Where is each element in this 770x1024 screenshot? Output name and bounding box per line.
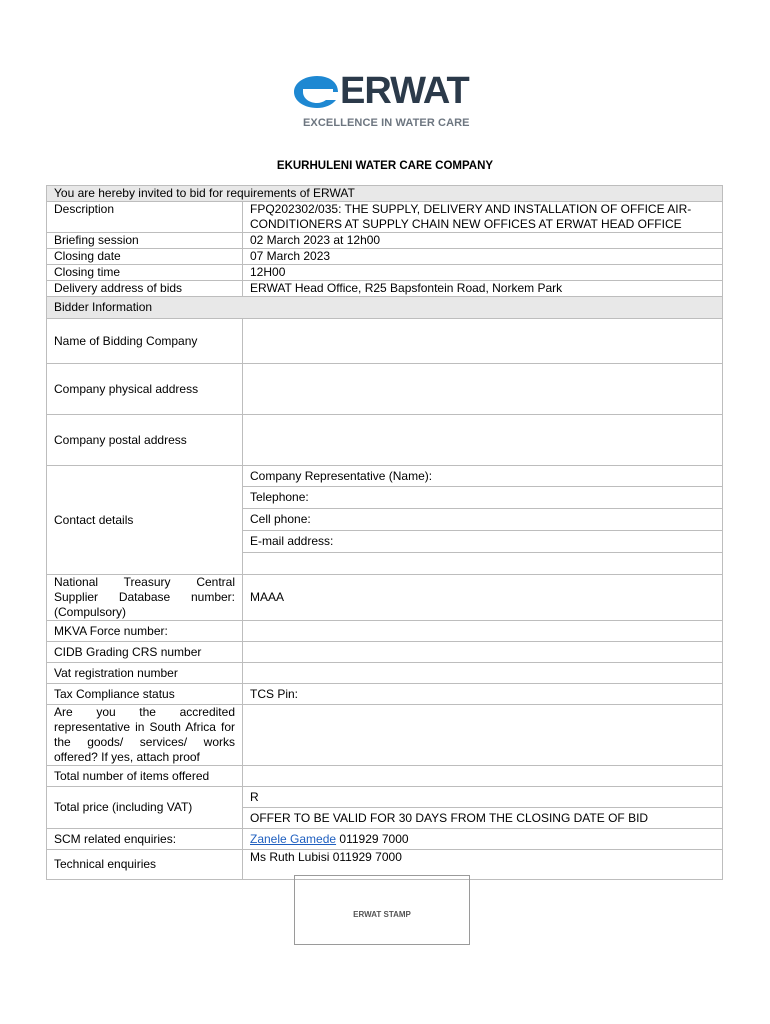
- scm-contact-link[interactable]: Zanele Gamede: [250, 831, 337, 846]
- physical-address-row: [47, 364, 723, 415]
- stamp-box: [294, 875, 470, 945]
- physical-address-field[interactable]: [243, 364, 723, 415]
- accredited-row: [47, 705, 723, 766]
- scm-contact: [243, 829, 723, 850]
- detail-value: FPQ202302/035: THE SUPPLY, DELIVERY AND INSTALLATION OF OFFICE AIR-CONDITIONERS AT SUPPLY CHAIN NEW OFFICES AT ERWAT HEAD OFFICE: [243, 202, 723, 233]
- postal-address-row: [47, 415, 723, 466]
- vat-field[interactable]: [243, 663, 723, 684]
- items-label: Total number of items offered: [47, 766, 243, 787]
- detail-value: 02 March 2023 at 12h00: [243, 233, 723, 249]
- company-title: EKURHULENI WATER CARE COMPANY: [276, 160, 494, 172]
- detail-value: 12H00: [243, 265, 723, 281]
- price-field[interactable]: R: [243, 787, 723, 808]
- csd-label: National Treasury Central Supplier Database number: (Compulsory): [47, 575, 243, 621]
- mkva-row: [47, 621, 723, 642]
- mkva-field[interactable]: [243, 621, 723, 642]
- scm-label: SCM related enquiries:: [47, 829, 243, 850]
- tax-label: Tax Compliance status: [47, 684, 243, 705]
- cidb-field[interactable]: [243, 642, 723, 663]
- bid-form-table: [46, 185, 723, 880]
- stamp-label: ERWAT STAMP: [353, 910, 411, 919]
- contact-telephone-field[interactable]: Telephone:: [243, 487, 723, 509]
- contact-extra-field[interactable]: [243, 553, 723, 575]
- company-name-row: [47, 319, 723, 364]
- contact-cellphone-field[interactable]: Cell phone:: [243, 509, 723, 531]
- accredited-label: Are you the accredited representative in South Africa for the goods/ services/ works offered? If yes, attach proof: [47, 705, 243, 766]
- detail-row: [47, 249, 723, 265]
- invite-row: [47, 186, 723, 202]
- detail-row: [47, 202, 723, 233]
- invite-text: You are hereby invited to bid for requirements of ERWAT: [47, 186, 723, 202]
- contact-email-field[interactable]: E-mail address:: [243, 531, 723, 553]
- erwat-e-icon: [292, 74, 340, 110]
- detail-label: Closing time: [47, 265, 243, 281]
- company-name-field[interactable]: [243, 319, 723, 364]
- detail-value: 07 March 2023: [243, 249, 723, 265]
- price-row: [47, 787, 723, 808]
- contact-details-label: Contact details: [47, 466, 243, 575]
- cidb-label: CIDB Grading CRS number: [47, 642, 243, 663]
- bidder-info-header-row: [47, 297, 723, 319]
- bidder-info-header: Bidder Information: [47, 297, 723, 319]
- items-row: [47, 766, 723, 787]
- tax-row: [47, 684, 723, 705]
- scm-row: [47, 829, 723, 850]
- logo-tagline: EXCELLENCE IN WATER CARE: [303, 117, 470, 129]
- tax-pin-field[interactable]: TCS Pin:: [243, 684, 723, 705]
- detail-label: Closing date: [47, 249, 243, 265]
- price-label: Total price (including VAT): [47, 787, 243, 829]
- cidb-row: [47, 642, 723, 663]
- csd-row: [47, 575, 723, 621]
- detail-label: Description: [47, 202, 243, 233]
- items-field[interactable]: [243, 766, 723, 787]
- detail-row: [47, 233, 723, 249]
- detail-label: Delivery address of bids: [47, 281, 243, 297]
- logo-wordmark: ERWAT: [340, 70, 469, 112]
- erwat-logo: [292, 70, 482, 134]
- detail-label: Briefing session: [47, 233, 243, 249]
- tech-contact: Ms Ruth Lubisi 011929 7000: [243, 850, 723, 880]
- detail-row: [47, 265, 723, 281]
- price-note: OFFER TO BE VALID FOR 30 DAYS FROM THE CLOSING DATE OF BID: [243, 808, 723, 829]
- accredited-field[interactable]: [243, 705, 723, 766]
- scm-contact-phone: 011929 7000: [336, 831, 409, 846]
- detail-value: ERWAT Head Office, R25 Bapsfontein Road, Norkem Park: [243, 281, 723, 297]
- physical-address-label: Company physical address: [47, 364, 243, 415]
- tech-label: Technical enquiries: [47, 850, 243, 880]
- postal-address-field[interactable]: [243, 415, 723, 466]
- postal-address-label: Company postal address: [47, 415, 243, 466]
- detail-row: [47, 281, 723, 297]
- mkva-label: MKVA Force number:: [47, 621, 243, 642]
- company-name-label: Name of Bidding Company: [47, 319, 243, 364]
- contact-row: [47, 466, 723, 487]
- csd-value[interactable]: MAAA: [243, 575, 723, 621]
- vat-row: [47, 663, 723, 684]
- vat-label: Vat registration number: [47, 663, 243, 684]
- contact-rep-field[interactable]: Company Representative (Name):: [243, 466, 723, 487]
